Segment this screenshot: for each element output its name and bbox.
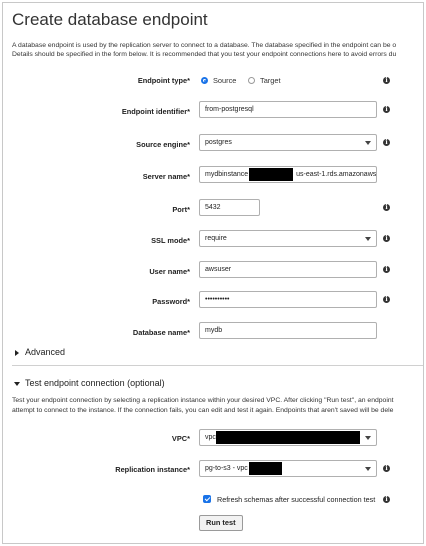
info-icon[interactable]: i <box>383 139 390 146</box>
replication-instance-label: Replication instance* <box>115 465 190 474</box>
info-icon[interactable]: i <box>383 77 390 84</box>
refresh-schemas-checkbox[interactable] <box>203 495 211 503</box>
test-description-line-2: attempt to connect to the instance. If the connection fails, you can edit and test it again. Endpoints that aren't saved will be dele <box>12 407 394 414</box>
source-engine-select[interactable]: postgres <box>199 134 377 151</box>
source-radio-label[interactable]: Source <box>213 76 237 85</box>
chevron-down-icon <box>365 141 371 145</box>
ssl-mode-select[interactable]: require <box>199 230 377 247</box>
endpoint-identifier-input[interactable]: from-postgresql <box>199 101 377 118</box>
endpoint-identifier-label: Endpoint identifier* <box>121 107 190 116</box>
chevron-down-icon <box>365 436 371 440</box>
vpc-label: VPC* <box>171 434 190 443</box>
redaction-box <box>249 168 293 181</box>
port-label: Port* <box>172 205 190 214</box>
vpc-select[interactable]: vpc <box>199 429 377 446</box>
advanced-toggle[interactable]: Advanced <box>25 347 66 357</box>
port-input[interactable]: 5432 <box>199 199 260 216</box>
page-description-line-1: A database endpoint is used by the replication server to connect to a database. The database specified in the endpoint can be o <box>12 42 397 49</box>
info-icon[interactable]: i <box>383 204 390 211</box>
server-name-label: Server name* <box>142 172 190 181</box>
page-description-line-2: Details should be specified in the form below. It is recommended that you test your endpoint connections here to avoid errors du <box>12 51 397 58</box>
page-title: Create database endpoint <box>12 10 208 29</box>
info-icon[interactable]: i <box>383 235 390 242</box>
test-connection-toggle[interactable]: Test endpoint connection (optional) <box>25 378 165 388</box>
info-icon[interactable]: i <box>383 496 390 503</box>
info-icon[interactable]: i <box>383 296 390 303</box>
password-input[interactable]: •••••••••• <box>199 291 377 308</box>
user-name-label: User name* <box>149 267 190 276</box>
info-icon[interactable]: i <box>383 465 390 472</box>
caret-down-icon[interactable] <box>14 382 20 386</box>
server-name-suffix: us-east-1.rds.amazonaws <box>296 171 377 178</box>
source-radio[interactable] <box>201 77 208 84</box>
refresh-schemas-label[interactable]: Refresh schemas after successful connection test <box>217 495 376 504</box>
info-icon[interactable]: i <box>383 106 390 113</box>
target-radio-label[interactable]: Target <box>260 76 281 85</box>
database-name-label: Database name* <box>132 328 190 337</box>
replication-instance-select[interactable]: pg-to-s3 - vpc <box>199 460 377 477</box>
redaction-box <box>249 462 282 475</box>
info-icon[interactable]: i <box>383 266 390 273</box>
create-endpoint-panel <box>2 2 424 544</box>
chevron-down-icon <box>365 237 371 241</box>
endpoint-type-label: Endpoint type* <box>137 76 190 85</box>
user-name-input[interactable]: awsuser <box>199 261 377 278</box>
redaction-box <box>216 431 360 444</box>
section-divider <box>12 365 423 366</box>
server-name-prefix: mydbinstance <box>205 171 249 178</box>
password-label: Password* <box>152 297 190 306</box>
database-name-input[interactable]: mydb <box>199 322 377 339</box>
chevron-down-icon <box>365 467 371 471</box>
ssl-mode-label: SSL mode* <box>151 236 190 245</box>
test-description-line-1: Test your endpoint connection by selecting a replication instance within your desired VPC. After clicking "Run test", an endpoint <box>12 397 394 404</box>
source-engine-label: Source engine* <box>136 140 190 149</box>
target-radio[interactable] <box>248 77 255 84</box>
caret-right-icon[interactable] <box>15 350 19 356</box>
run-test-button[interactable]: Run test <box>199 515 243 531</box>
